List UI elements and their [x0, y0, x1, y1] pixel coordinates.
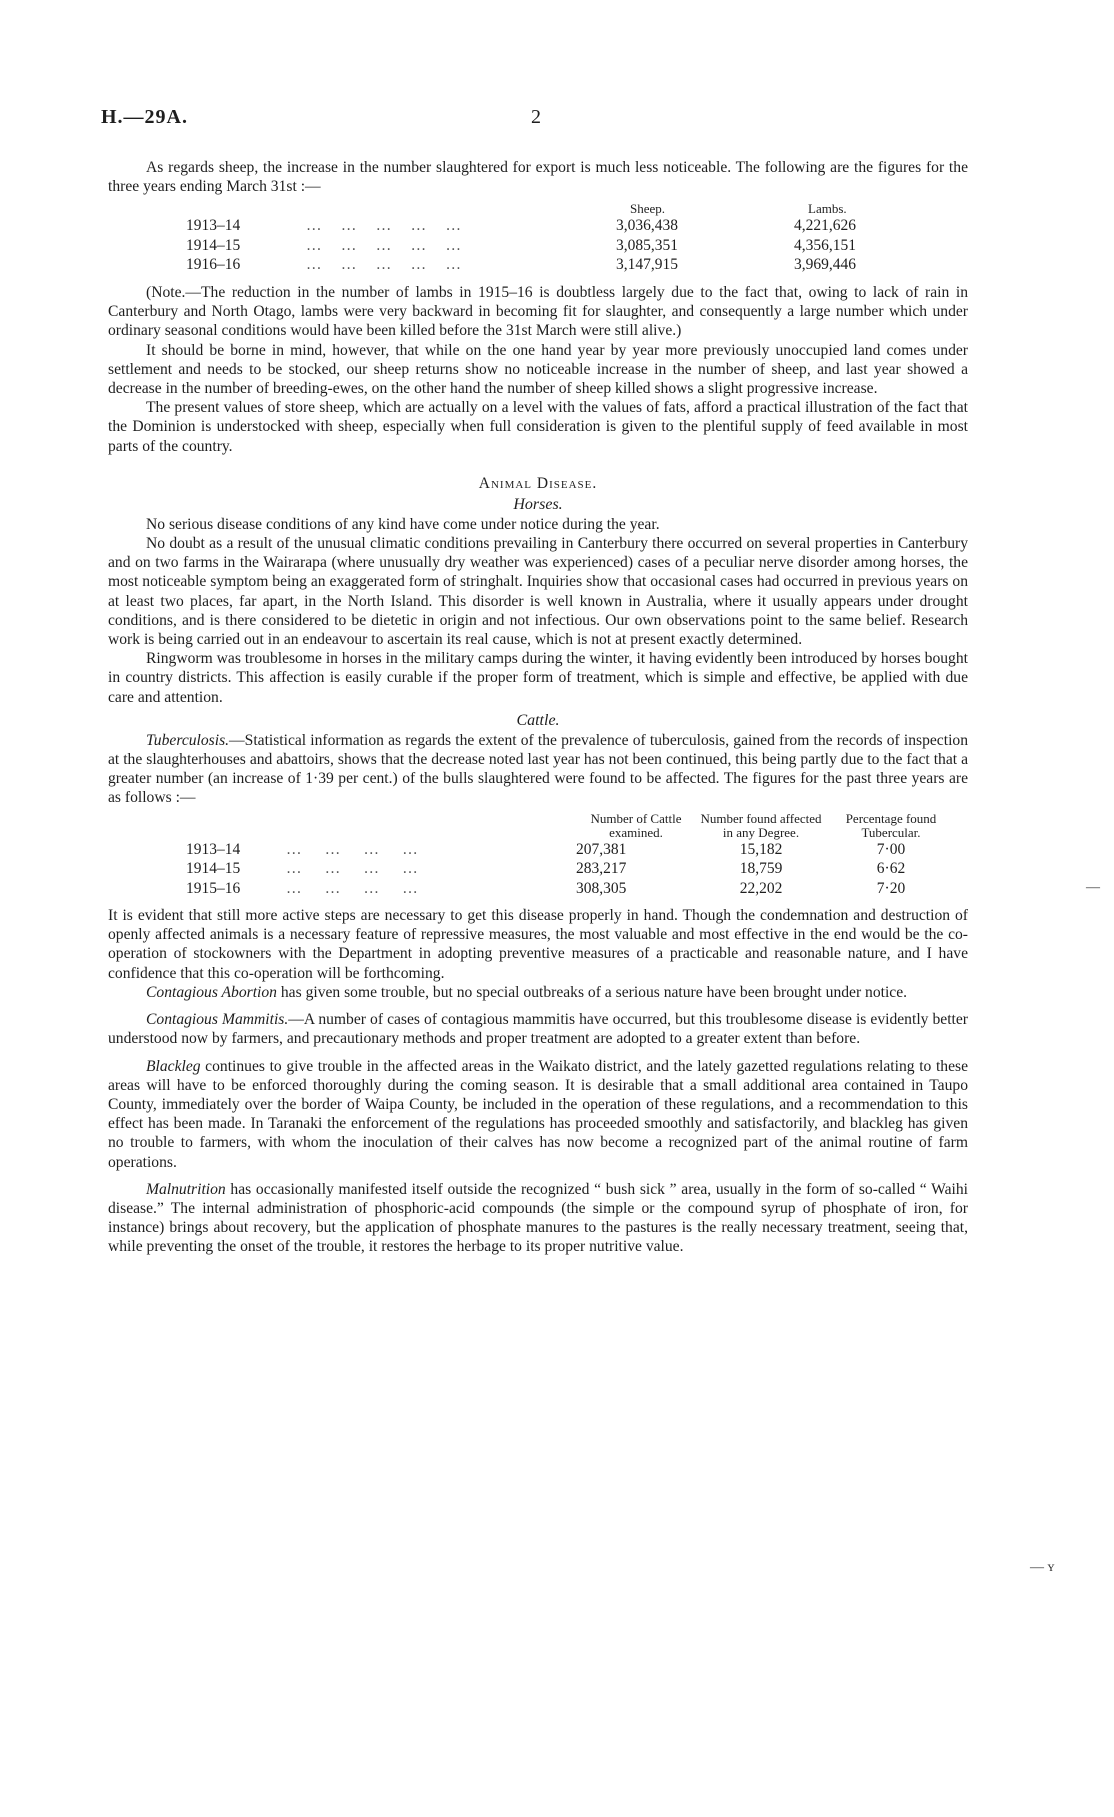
contagious-abortion-paragraph [108, 983, 968, 1002]
affected-value: 22,202 [739, 879, 783, 897]
horses-paragraph-3: Ringworm was troublesome in horses in the military camps during the winter, it having evidently been introduced by horses bought in country districts. This affection is easily curable if the proper form of treatment, which is simple and effective, be applied with due care and attention. [108, 650, 968, 706]
column-header-lambs: Lambs. [808, 201, 847, 217]
paragraph-borne-in-mind: It should be borne in mind, however, that while on the one hand year by year more previously unoccupied land comes under settlement and needs to be stocked, our sheep returns show no noticeable increase in the number of sheep, and last year showed a decrease in the number of breeding-ewes, on the other hand the number of sheep killed shows a slight progressive increase. [108, 341, 968, 397]
affected-value: 18,759 [739, 860, 783, 878]
paragraph-store-values: The present values of store sheep, which are actually on a level with the values of fats, afford a practical illustration of the fact that the Dominion is understocked with sheep, especially when full consideration is given to the plentiful supply of feed available in most parts of the country. [108, 399, 968, 455]
malnutrition-text: has occasionally manifested itself outside the recognized “ bush sick ” area, usually in the form of so-called “ Waihi disease.” The internal administration of phosphoric-acid compounds (the simple or the compound syrup of phosphate of iron, for instance) brings about recovery, but the application of phosphate manures to the pastures is the really necessary treatment, seeing that, while preventing the onset of the trouble, it restores the herbage to its proper nutritive value. [108, 1180, 968, 1256]
horses-paragraph-2: No doubt as a result of the unusual climatic conditions prevailing in Canterbury there occurred on several properties in Canterbury and on two farms in the Wairarapa (where unusually dry weather was experienced) cases of a peculiar nerve disorder among horses, the most noticeable symptom being an exaggerated form of stringhalt. Inquiries show that occasional cases had occurred in previous years on at least two places, far apart, in the North Island. This disorder is well known in Australia, where it usually appears under drought conditions, and is there considered to be dietetic in origin and not infectious. Our own observations point to the same belief. Research work is being carried out in an endeavour to ascertain its real cause, which is not at present exactly determined. [108, 534, 968, 648]
term-contagious-abortion: Contagious Abortion [146, 983, 277, 1001]
subsection-title-cattle: Cattle. [516, 711, 560, 729]
percentage-value: 7·20 [876, 879, 906, 897]
lambs-value: 3,969,446 [794, 256, 856, 274]
subsection-title-horses: Horses. [513, 495, 563, 513]
lambs-value: 4,356,151 [794, 236, 856, 254]
row-year: 1915–16 [186, 879, 241, 897]
note-paragraph: (Note.—The reduction in the number of lambs in 1915–16 is doubtless largely due to the fact that, owing to lack of rain in Canterbury and North Otago, lambs were very backward in becoming fit for slaughter, and consequently a large number which under ordinary seasonal conditions would have been killed before the 31st March were still alive.) [108, 283, 968, 340]
column-header-examined: Number of Cattle examined. [590, 810, 682, 840]
tuberculosis-text: —Statistical information as regards the extent of the prevalence of tuberculosis, gained from the records of inspection at the slaughterhouses and abattoirs, shows that the decrease noted last year has not been continued, this being partly due to the fact that a greater number (an increase of 1·39 per cent.) of the bulls slaughtered were found to be affected. The figures for the past three years are as follows :— [108, 731, 968, 807]
term-blackleg: Blackleg [146, 1057, 201, 1075]
page-header [101, 106, 701, 136]
column-header-percentage: Percentage found Tubercular. [845, 810, 937, 840]
examined-value: 308,305 [576, 879, 627, 897]
leader-dots: … … … … [286, 879, 418, 897]
table-header-row [186, 202, 958, 216]
tuberculosis-table [186, 812, 956, 899]
row-year: 1913–14 [186, 217, 241, 235]
table-header-row [186, 812, 956, 840]
document-code: H.—29A. [101, 106, 188, 128]
table-row [186, 879, 956, 899]
table-row [186, 840, 956, 860]
margin-tick-mark: — ʏ [1030, 1560, 1055, 1575]
term-malnutrition: Malnutrition [146, 1180, 226, 1198]
sheep-value: 3,036,438 [616, 217, 678, 235]
tuberculosis-paragraph [108, 731, 968, 808]
table-row [186, 216, 958, 236]
leader-dots: … … … … [286, 860, 418, 878]
blackleg-paragraph [108, 1057, 968, 1172]
affected-value: 15,182 [739, 840, 783, 858]
blackleg-text: continues to give trouble in the affected areas in the Waikato district, and the lately gazetted regulations relating to these areas will have to be enforced thoroughly during the coming season. It is desirable that a small additional area contained in Taupo County, immediately over the border of Waipa County, be included in the operation of these regulations, and a recommendation to this effect has been made. In Taranaki the enforcement of the regulations has proceeded smoothly and satisfactorily, and blackleg has given no trouble to farmers, with whom the inoculation of their calves has now become a recognized part of the animal routine of farm operations. [108, 1057, 968, 1171]
row-year: 1914–15 [186, 860, 241, 878]
term-contagious-mammitis: Contagious Mammitis. [146, 1011, 289, 1029]
column-header-sheep: Sheep. [630, 201, 666, 217]
sheep-value: 3,147,915 [616, 256, 678, 274]
column-header-affected: Number found affected in any Degree. [700, 810, 822, 840]
percentage-value: 6·62 [876, 860, 906, 878]
row-year: 1913–14 [186, 840, 241, 858]
contagious-mammitis-paragraph [108, 1010, 968, 1048]
lambs-value: 4,221,626 [794, 217, 856, 235]
page-number: 2 [531, 106, 541, 128]
table-row [186, 859, 956, 879]
row-year: 1916–16 [186, 256, 241, 274]
leader-dots: … … … … … [306, 256, 461, 274]
table-row [186, 236, 958, 256]
sheep-slaughter-table [186, 202, 958, 275]
leader-dots: … … … … [286, 840, 418, 858]
contagious-mammitis-text: —A number of cases of contagious mammitis have occurred, but this troublesome disease is evidently better understood now by farmers, and precautionary methods and proper treatment are adopted to a greater extent than before. [108, 1011, 969, 1048]
section-title-animal-disease: Animal Disease. [478, 474, 598, 492]
examined-value: 207,381 [576, 840, 627, 858]
margin-dash-mark: — [1086, 880, 1100, 895]
leader-dots: … … … … … [306, 236, 461, 254]
term-tuberculosis: Tuberculosis. [146, 731, 230, 749]
paragraph-still-more-active: It is evident that still more active steps are necessary to get this disease properly in hand. Though the condemnation and destruction of openly affected animals is a necessary feature of repressive measures, the most valuable and most effective in the end would be the co-operation of stockowners with the Department in adopting preventive measures of a practicable and reasonable nature, and I have confidence that this co-operation will be forthcoming. [108, 907, 968, 982]
table-row [186, 255, 958, 275]
contagious-abortion-text: has given some trouble, but no special outbreaks of a serious nature have been brought under notice. [276, 983, 908, 1001]
intro-paragraph: As regards sheep, the increase in the number slaughtered for export is much less noticeable. The following are the figures for the three years ending March 31st :— [108, 159, 968, 196]
horses-paragraph-1: No serious disease conditions of any kind have come under notice during the year. [146, 515, 660, 533]
examined-value: 283,217 [576, 860, 627, 878]
row-year: 1914–15 [186, 236, 241, 254]
percentage-value: 7·00 [876, 840, 906, 858]
sheep-value: 3,085,351 [616, 236, 678, 254]
page-body [108, 158, 968, 1257]
leader-dots: … … … … … [306, 217, 461, 235]
malnutrition-paragraph [108, 1180, 968, 1257]
